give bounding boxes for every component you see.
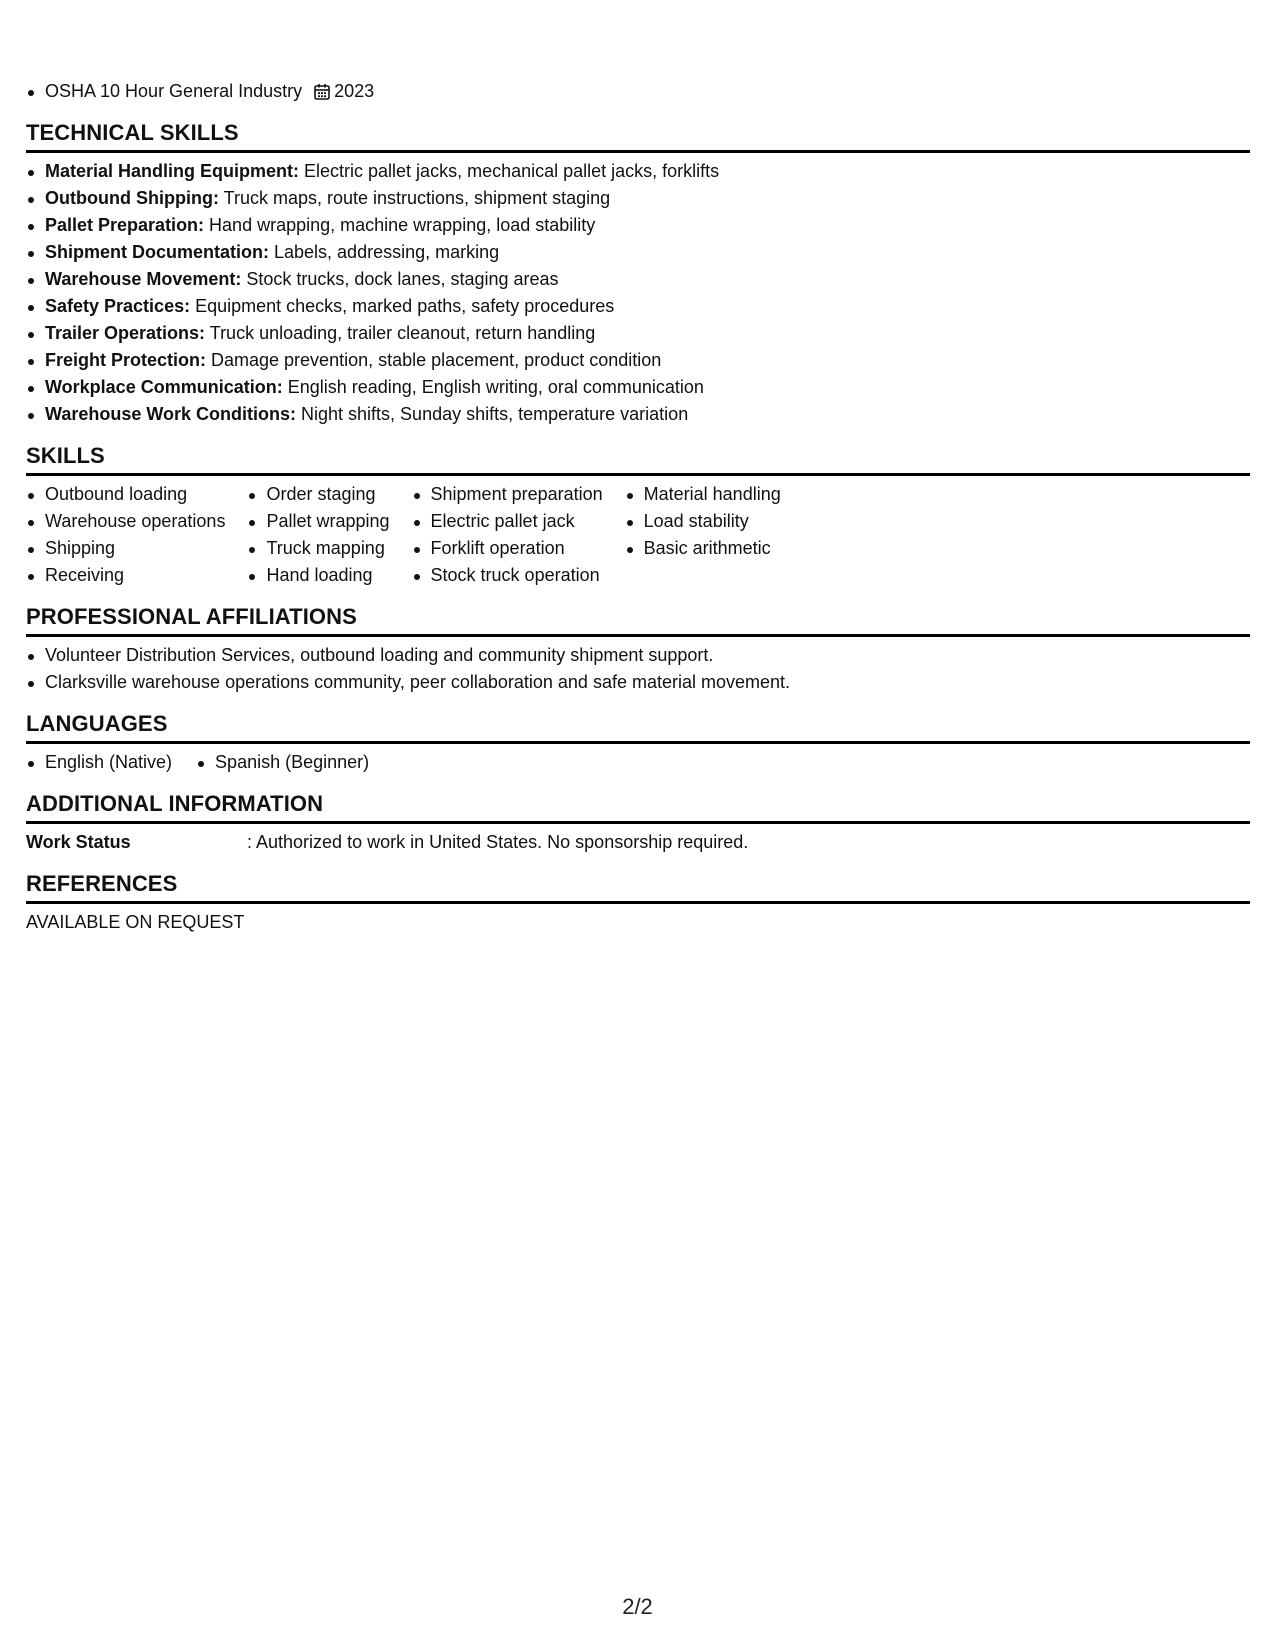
- list-item: Pallet wrapping: [247, 508, 389, 535]
- languages-list: [26, 749, 1250, 776]
- list-item: Truck mapping: [247, 535, 389, 562]
- skill-text: Equipment checks, marked paths, safety procedures: [190, 296, 615, 316]
- language-item: Spanish (Beginner): [196, 749, 369, 776]
- skill-label: Warehouse Movement:: [45, 269, 242, 289]
- list-item: Basic arithmetic: [625, 535, 781, 562]
- section-title: SKILLS: [26, 428, 1250, 476]
- list-item: Shipment preparation: [412, 481, 603, 508]
- skill-label: Pallet Preparation:: [45, 215, 205, 235]
- skill-label: Workplace Communication:: [45, 377, 283, 397]
- skill-text: Damage prevention, stable placement, product condition: [206, 350, 662, 370]
- skill-text: Electric pallet jacks, mechanical pallet jacks, forklifts: [299, 161, 720, 181]
- skills-section: [26, 428, 1250, 589]
- skill-text: Truck unloading, trailer cleanout, return handling: [205, 323, 596, 343]
- affiliations-section: [26, 589, 1250, 696]
- list-item: [26, 266, 1250, 293]
- technical-skills-section: [26, 105, 1250, 428]
- skills-columns: [26, 481, 1250, 589]
- list-item: Stock truck operation: [412, 562, 603, 589]
- skills-column: [26, 481, 225, 589]
- language-item: English (Native): [26, 749, 172, 776]
- list-item: Electric pallet jack: [412, 508, 603, 535]
- skill-label: Warehouse Work Conditions:: [45, 404, 297, 424]
- work-status-label: Work Status: [26, 832, 131, 852]
- skill-text: Hand wrapping, machine wrapping, load stability: [204, 215, 596, 235]
- list-item: Load stability: [625, 508, 781, 535]
- certification-name: OSHA 10 Hour General Industry: [45, 81, 303, 101]
- list-item: [26, 239, 1250, 266]
- list-item: Material handling: [625, 481, 781, 508]
- list-item: [26, 293, 1250, 320]
- list-item: Forklift operation: [412, 535, 603, 562]
- additional-info-section: [26, 776, 1250, 856]
- skills-column: [247, 481, 389, 589]
- list-item: Order staging: [247, 481, 389, 508]
- list-item: [26, 401, 1250, 428]
- section-title: TECHNICAL SKILLS: [26, 105, 1250, 153]
- skill-label: Material Handling Equipment:: [45, 161, 300, 181]
- section-title: ADDITIONAL INFORMATION: [26, 776, 1250, 824]
- list-item: Clarksville warehouse operations community, peer collaboration and safe material movement.: [26, 669, 1250, 696]
- skill-text: English reading, English writing, oral communication: [282, 377, 704, 397]
- list-item: Hand loading: [247, 562, 389, 589]
- skill-label: Outbound Shipping:: [45, 188, 219, 208]
- list-item: [26, 185, 1250, 212]
- references-section: [26, 856, 1250, 936]
- references-text: AVAILABLE ON REQUEST: [26, 912, 245, 932]
- section-title: LANGUAGES: [26, 696, 1250, 744]
- skill-label: Shipment Documentation:: [45, 242, 269, 262]
- skill-label: Freight Protection:: [45, 350, 206, 370]
- work-status-value: : Authorized to work in United States. No sponsorship required.: [247, 832, 749, 852]
- work-status-row: [26, 829, 1250, 856]
- certification-list: [26, 78, 1250, 105]
- list-item: Outbound loading: [26, 481, 225, 508]
- skill-label: Trailer Operations:: [45, 323, 206, 343]
- list-item: Warehouse operations: [26, 508, 225, 535]
- list-item: [26, 320, 1250, 347]
- section-title: REFERENCES: [26, 856, 1250, 904]
- section-title: PROFESSIONAL AFFILIATIONS: [26, 589, 1250, 637]
- list-item: [26, 374, 1250, 401]
- list-item: Volunteer Distribution Services, outbound loading and community shipment support.: [26, 642, 1250, 669]
- list-item: Shipping: [26, 535, 225, 562]
- skills-column: [625, 481, 781, 589]
- skill-text: Truck maps, route instructions, shipment staging: [218, 188, 611, 208]
- skill-label: Safety Practices:: [45, 296, 191, 316]
- certification-year: 2023: [334, 81, 375, 101]
- list-item: [26, 347, 1250, 374]
- languages-section: [26, 696, 1250, 776]
- list-item: [26, 212, 1250, 239]
- resume-page: [26, 78, 1250, 936]
- skill-text: Night shifts, Sunday shifts, temperature variation: [296, 404, 689, 424]
- list-item: Receiving: [26, 562, 225, 589]
- skill-text: Stock trucks, dock lanes, staging areas: [241, 269, 559, 289]
- calendar-icon: [314, 83, 330, 100]
- certification-date: [314, 78, 374, 105]
- list-item: [26, 158, 1250, 185]
- skill-text: Labels, addressing, marking: [269, 242, 500, 262]
- technical-skills-list: [26, 158, 1250, 428]
- page-number: 2/2: [622, 1594, 653, 1619]
- affiliations-list: [26, 642, 1250, 696]
- certification-item: [26, 78, 1250, 105]
- skills-column: [412, 481, 603, 589]
